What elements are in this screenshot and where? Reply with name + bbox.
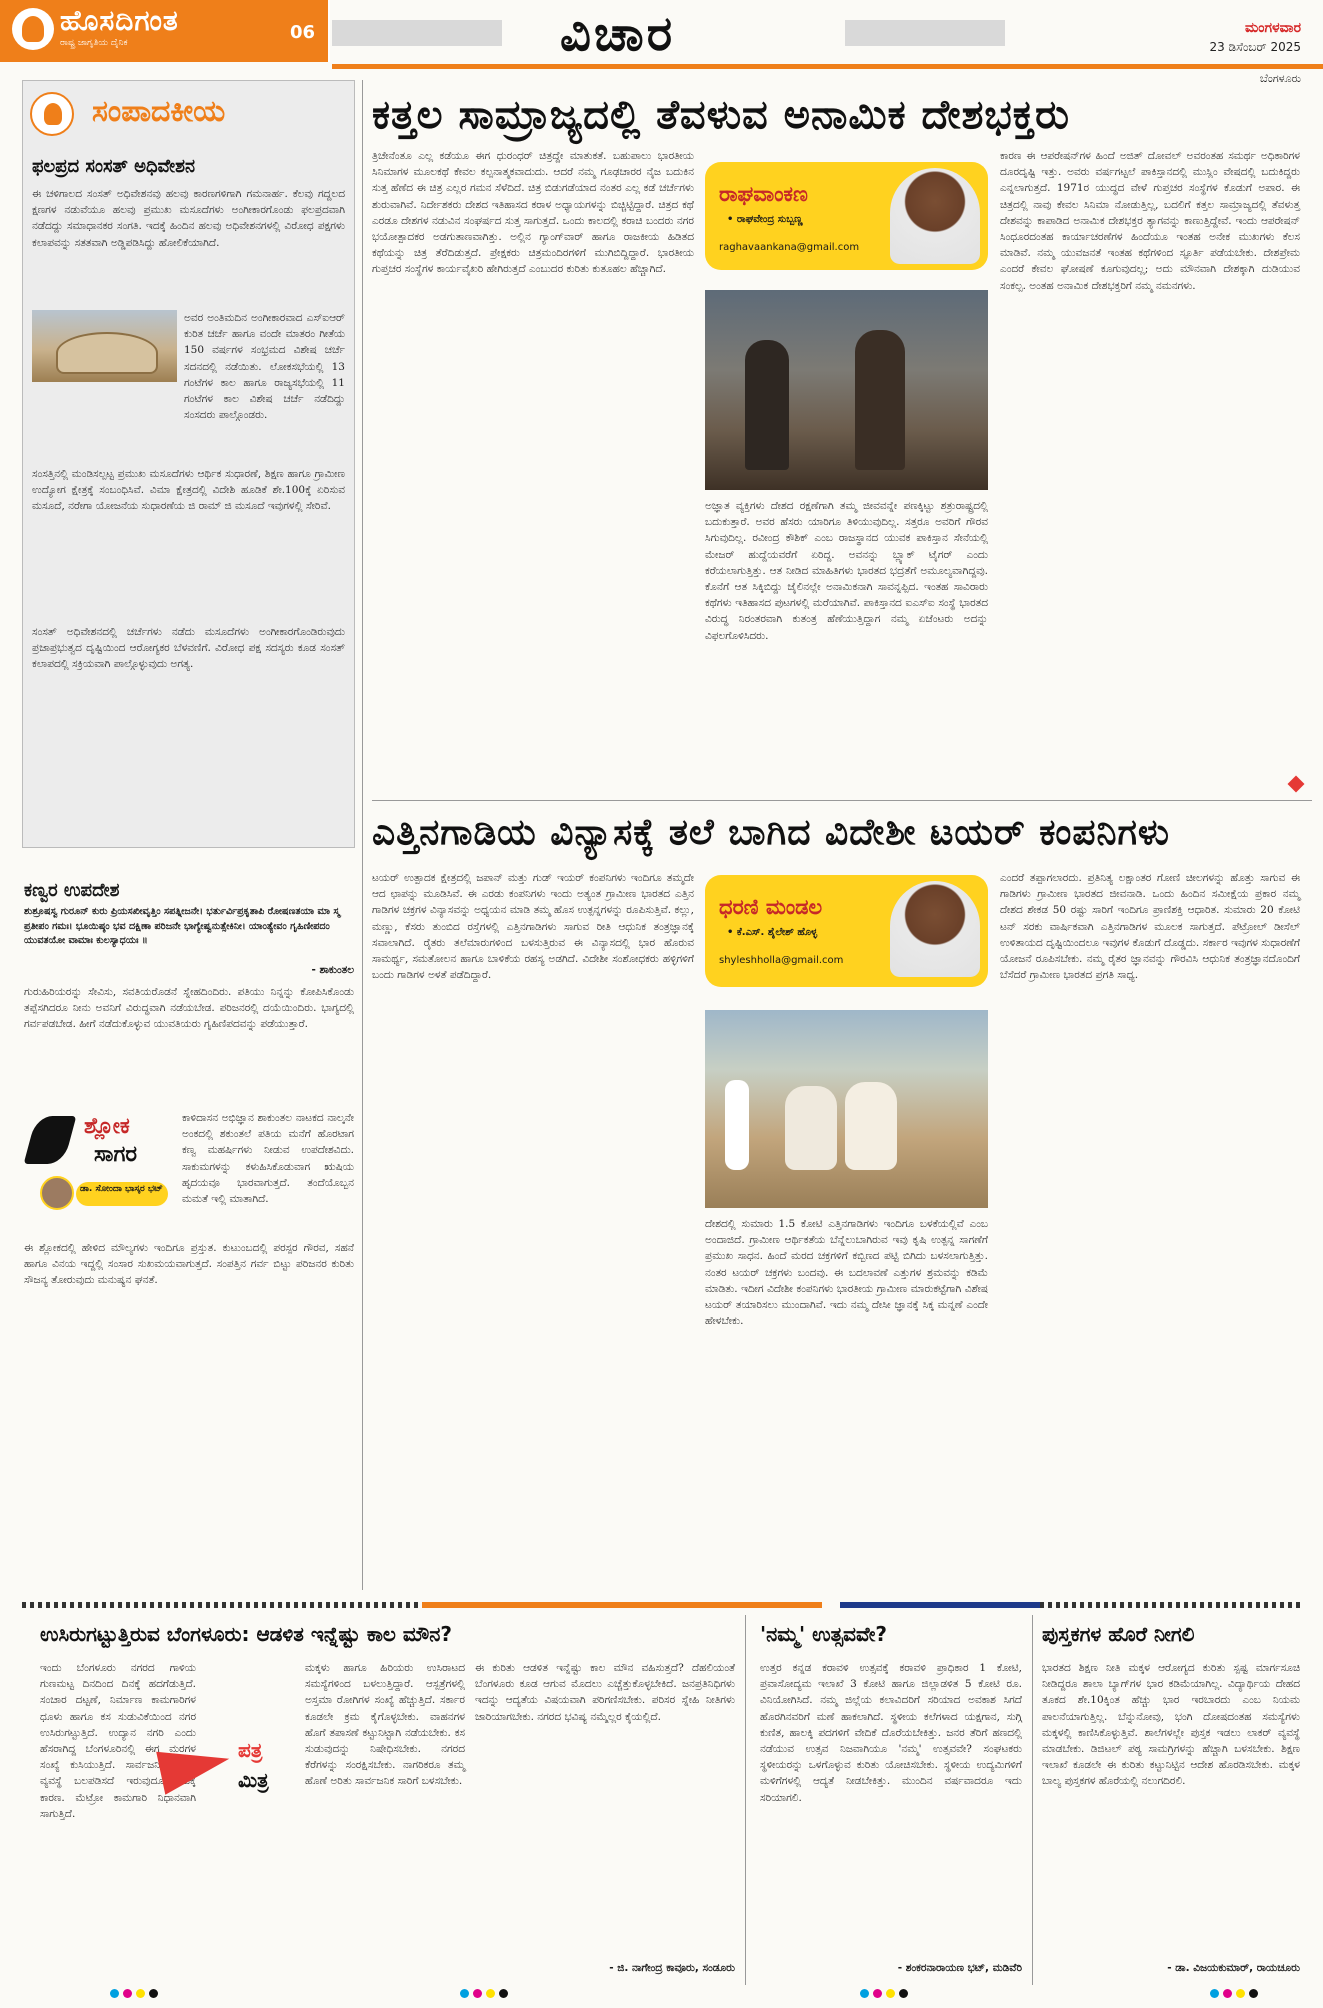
article-2-col-2: ದೇಶದಲ್ಲಿ ಸುಮಾರು 1.5 ಕೋಟಿ ಎತ್ತಿನಗಾಡಿಗಳು ಇಂದಿಗೂ ಬಳಕೆಯಲ್ಲಿವೆ ಎಂಬ ಅಂದಾಜಿದೆ. ಗ್ರಾಮೀಣ ಆರ್ಥಿಕತೆಯ ಬೆನ್ನೆಲುಬಾಗಿರುವ ಇವು ಕೃಷಿ ಉತ್ಪನ್ನ ಸಾಗಣೆಗೆ ಪ್ರಮುಖ ಸಾಧನ. ಹಿಂದೆ ಮರದ ಚಕ್ರಗಳಿಗೆ ಕಬ್ಬಿಣದ ಪಟ್ಟಿ ಬಿಗಿದು ಬಳಸಲಾಗುತ್ತಿತ್ತು. ನಂತರ ಟಯರ್ ಚಕ್ರಗಳು ಬಂದವು. ಈ ಬದಲಾವಣೆ ಎತ್ತುಗಳ ಶ್ರಮವನ್ನು ಕಡಿಮೆ ಮಾಡಿತು. ಇದೀಗ ವಿದೇಶೀ ಕಂಪನಿಗಳು ಭಾರತೀಯ ಗ್ರಾಮೀಣ ಮಾರುಕಟ್ಟೆಗಾಗಿ ವಿಶೇಷ ಟಯರ್ ತಯಾರಿಸಲು ಮುಂದಾಗಿವೆ. ಇದು ನಮ್ಮ ದೇಸೀ ಜ್ಞಾನಕ್ಕೆ ಸಿಕ್ಕ ಮನ್ನಣೆ ಎಂದೇ ಹೇಳಬೇಕು.	[705, 1218, 988, 1328]
upadesha-heading: ಕಣ್ವರ ಉಪದೇಶ	[24, 880, 120, 901]
editorial-para-4: ಸಂಸತ್ ಅಧಿವೇಶನದಲ್ಲಿ ಚರ್ಚೆಗಳು ನಡೆದು ಮಸೂದೆಗಳು ಅಂಗೀಕಾರಗೊಂಡಿರುವುದು ಪ್ರಜಾಪ್ರಭುತ್ವದ ದೃಷ್ಟಿಯಿಂದ ಆರೋಗ್ಯಕರ ಬೆಳವಣಿಗೆ. ವಿರೋಧ ಪಕ್ಷ ಸದಸ್ಯರು ಕೂಡ ಸಂಸತ್ ಕಲಾಪದಲ್ಲಿ ಸಕ್ರಿಯವಾಗಿ ಪಾಲ್ಗೊಳ್ಳುವುದು ಅಗತ್ಯ.	[32, 626, 345, 671]
editorial-label: ಸಂಪಾದಕೀಯ	[92, 94, 226, 129]
issue-day: ಮಂಗಳವಾರ	[1244, 20, 1301, 36]
author-avatar	[890, 168, 980, 264]
article-2-byline	[705, 875, 988, 987]
shloka-sagara-logo	[24, 1110, 174, 1230]
shloka-author: ಡಾ. ಸೋಂದಾ ಭಾಸ್ಕರ ಭಟ್	[76, 1182, 168, 1206]
editorial-para-3: ಸಂಸತ್ತಿನಲ್ಲಿ ಮಂಡಿಸಲ್ಪಟ್ಟ ಪ್ರಮುಖ ಮಸೂದೆಗಳು ಆರ್ಥಿಕ ಸುಧಾರಣೆ, ಶಿಕ್ಷಣ ಹಾಗೂ ಗ್ರಾಮೀಣ ಉದ್ಯೋಗ ಕ್ಷೇತ್ರಕ್ಕೆ ಸಂಬಂಧಿಸಿವೆ. ವಿಮಾ ಕ್ಷೇತ್ರದಲ್ಲಿ ವಿದೇಶಿ ಹೂಡಿಕೆ ಶೇ.100ಕ್ಕೆ ಏರಿಸುವ ಮಸೂದೆ, ನರೇಗಾ ಯೋಜನೆಯ ಸುಧಾರಣೆಯ ಜಿ ರಾಮ್ ಜಿ ಮಸೂದೆ ಇವುಗಳಲ್ಲಿ ಸೇರಿವೆ.	[32, 468, 345, 513]
letter-1-col-3: ಈ ಕುರಿತು ಆಡಳಿತ ಇನ್ನೆಷ್ಟು ಕಾಲ ಮೌನ ವಹಿಸುತ್ತದೆ? ದೆಹಲಿಯಂತೆ ಬೆಂಗಳೂರು ಕೂಡ ಆಗುವ ಮೊದಲು ಎಚ್ಚೆತ್ತುಕೊಳ್ಳಬೇಕಿದೆ. ಜನಪ್ರತಿನಿಧಿಗಳು ಇದನ್ನು ಆದ್ಯತೆಯ ವಿಷಯವಾಗಿ ಪರಿಗಣಿಸಬೇಕು. ಪರಿಸರ ಸ್ನೇಹಿ ನೀತಿಗಳು ಜಾರಿಯಾಗಬೇಕು. ನಗರದ ಭವಿಷ್ಯ ನಮ್ಮೆಲ್ಲರ ಕೈಯಲ್ಲಿದೆ.	[475, 1662, 735, 1723]
quill-icon	[24, 1116, 77, 1164]
divider-strip	[22, 1602, 422, 1608]
letter-1-headline: ಉಸಿರುಗಟ್ಟುತ್ತಿರುವ ಬೆಂಗಳೂರು: ಆಡಳಿತ ಇನ್ನೆಷ್ಟು ಕಾಲ ಮೌನ?	[40, 1622, 453, 1646]
shloka-logo-bottom: ಸಾಗರ	[94, 1142, 137, 1167]
farmer-figure	[725, 1080, 749, 1170]
masthead-band-right	[845, 20, 1005, 46]
upadesha-body-3: ಈ ಶ್ಲೋಕದಲ್ಲಿ ಹೇಳಿದ ಮೌಲ್ಯಗಳು ಇಂದಿಗೂ ಪ್ರಸ್ತುತ. ಕುಟುಂಬದಲ್ಲಿ ಪರಸ್ಪರ ಗೌರವ, ಸಹನೆ ಹಾಗೂ ವಿನಯ ಇದ್ದಲ್ಲಿ ಸಂಸಾರ ಸುಖಮಯವಾಗುತ್ತದೆ. ಸಂಪತ್ತಿನ ಗರ್ವ ಬಿಟ್ಟು ಪರಿಜನರ ಕುರಿತು ಸೌಜನ್ಯ ತೋರುವುದು ಮನುಷ್ಯನ ಘನತೆ.	[24, 1242, 354, 1287]
page-number: 06	[290, 22, 316, 43]
article-2-col-1: ಟಯರ್ ಉತ್ಪಾದಕ ಕ್ಷೇತ್ರದಲ್ಲಿ ಜಪಾನ್ ಮತ್ತು ಗುಡ್ ಇಯರ್ ಕಂಪನಿಗಳು ಇಂದಿಗೂ ತಮ್ಮದೇ ಆದ ಛಾಪನ್ನು ಮೂಡಿಸಿವೆ. ಈ ಎರಡು ಕಂಪನಿಗಳು ಇಂದು ಅತ್ಯಂತ ಗ್ರಾಮೀಣ ಭಾರತದ ಎತ್ತಿನ ಗಾಡಿಗಳ ಚಕ್ರಗಳ ವಿನ್ಯಾಸವನ್ನು ಅಧ್ಯಯನ ಮಾಡಿ ತಮ್ಮ ಹೊಸ ಉತ್ಪನ್ನಗಳನ್ನು ರೂಪಿಸುತ್ತಿವೆ. ಕಲ್ಲು, ಮಣ್ಣು, ಕೆಸರು ತುಂಬಿದ ರಸ್ತೆಗಳಲ್ಲಿ ಎತ್ತಿನಗಾಡಿಗಳು ಸಾಗುವ ರೀತಿ ಆಧುನಿಕ ತಂತ್ರಜ್ಞಾನಕ್ಕೆ ಸವಾಲಾಗಿದೆ. ರೈತರು ತಲೆಮಾರುಗಳಿಂದ ಬಳಸುತ್ತಿರುವ ಈ ವಿನ್ಯಾಸದಲ್ಲಿ ಭಾರ ಹೊರುವ ಸಾಮರ್ಥ್ಯ, ಸಮತೋಲನ ಹಾಗೂ ಬಾಳಿಕೆಯ ರಹಸ್ಯ ಅಡಗಿದೆ. ವಿದೇಶೀ ಸಂಶೋಧಕರು ಹಳ್ಳಿಗಳಿಗೆ ಬಂದು ಗಾಡಿಗಳ ಅಳತೆ ಪಡೆದಿದ್ದಾರೆ.	[372, 872, 694, 982]
patra-mitra-logo	[160, 1734, 300, 1814]
article-2-headline: ಎತ್ತಿನಗಾಡಿಯ ವಿನ್ಯಾಸಕ್ಕೆ ತಲೆ ಬಾಗಿದ ವಿದೇಶೀ ಟಯರ್ ಕಂಪನಿಗಳು	[372, 812, 1170, 853]
article-1-col-3: ಕಾರಣ ಈ ಆಪರೇಷನ್‌ಗಳ ಹಿಂದೆ ಅಜಿತ್ ದೋವಲ್ ಅವರಂತಹ ಸಮರ್ಥ ಅಧಿಕಾರಿಗಳ ದೂರದೃಷ್ಟಿ ಇತ್ತು. ಅವರು ವರ್ಷಗಟ್ಟಲೆ ಪಾಕಿಸ್ತಾನದಲ್ಲಿ ಮುಸ್ಲಿಂ ವೇಷದಲ್ಲಿ ಬದುಕಿದ್ದರು ಎನ್ನಲಾಗುತ್ತದೆ. 1971ರ ಯುದ್ಧದ ವೇಳೆ ಗುಪ್ತಚರ ಸಂಸ್ಥೆಗಳ ಕೊಡುಗೆ ಅಪಾರ. ಈ ಚಿತ್ರದಲ್ಲಿ ನಾವು ಕೇವಲ ಸಿನಿಮಾ ನೋಡುತ್ತಿಲ್ಲ, ಬದಲಿಗೆ ಕತ್ತಲ ಸಾಮ್ರಾಜ್ಯದಲ್ಲಿ ತೆವಳುತ್ತ ದೇಶವನ್ನು ಕಾಪಾಡಿದ ಅನಾಮಿಕ ದೇಶಭಕ್ತರ ತ್ಯಾಗವನ್ನು ಕಾಣುತ್ತಿದ್ದೇವೆ. ಇಂದು ಆಪರೇಷನ್ ಸಿಂಧೂರದಂತಹ ಕಾರ್ಯಾಚರಣೆಗಳ ಹಿಂದೆಯೂ ಇಂತಹ ಅನೇಕ ಮುಖಗಳು ಕೆಲಸ ಮಾಡಿವೆ. ನಮ್ಮ ಯುವಜನತೆ ಇಂತಹ ಕಥೆಗಳಿಂದ ಸ್ಫೂರ್ತಿ ಪಡೆಯಬೇಕು. ದೇಶಪ್ರೇಮ ಎಂದರೆ ಕೇವಲ ಘೋಷಣೆ ಕೂಗುವುದಲ್ಲ; ಅದು ಮೌನವಾಗಿ ದೇಶಕ್ಕಾಗಿ ದುಡಿಯುವ ಸಂಕಲ್ಪ. ಅಂತಹ ಅನಾಮಿಕ ದೇಶಭಕ್ತರಿಗೆ ನಮ್ಮ ನಮನಗಳು.	[1000, 150, 1300, 292]
editorial-tag	[30, 92, 350, 142]
masthead-band-left	[332, 20, 502, 46]
byline-column-name: ರಾಘವಾಂಕಣ	[719, 182, 808, 206]
paper-emblem-icon	[12, 8, 54, 50]
masthead-logo	[0, 0, 330, 62]
letter-1-author: - ಜಿ. ನಾಗೇಂದ್ರ ಕಾವೂರು, ಸಂಡೂರು	[609, 1962, 735, 1974]
article-1-byline	[705, 162, 988, 270]
parliament-photo	[32, 310, 177, 382]
letter-3-body: ಭಾರತದ ಶಿಕ್ಷಣ ನೀತಿ ಮಕ್ಕಳ ಆರೋಗ್ಯದ ಕುರಿತು ಸ್ಪಷ್ಟ ಮಾರ್ಗಸೂಚಿ ನೀಡಿದ್ದರೂ ಶಾಲಾ ಬ್ಯಾಗ್‌ಗಳ ಭಾರ ಕಡಿಮೆಯಾಗಿಲ್ಲ. ವಿದ್ಯಾರ್ಥಿಯ ದೇಹದ ತೂಕದ ಶೇ.10ಕ್ಕಿಂತ ಹೆಚ್ಚು ಭಾರ ಇರಬಾರದು ಎಂಬ ನಿಯಮ ಪಾಲನೆಯಾಗುತ್ತಿಲ್ಲ. ಬೆನ್ನುನೋವು, ಭಂಗಿ ದೋಷದಂತಹ ಸಮಸ್ಯೆಗಳು ಮಕ್ಕಳಲ್ಲಿ ಕಾಣಿಸಿಕೊಳ್ಳುತ್ತಿವೆ. ಶಾಲೆಗಳಲ್ಲೇ ಪುಸ್ತಕ ಇಡಲು ಲಾಕರ್ ವ್ಯವಸ್ಥೆ ಮಾಡಬೇಕು. ಡಿಜಿಟಲ್ ಪಠ್ಯ ಸಾಮಗ್ರಿಗಳನ್ನು ಹೆಚ್ಚಾಗಿ ಬಳಸಬೇಕು. ಶಿಕ್ಷಣ ಇಲಾಖೆ ಕೂಡಲೇ ಈ ಕುರಿತು ಕಟ್ಟುನಿಟ್ಟಿನ ಆದೇಶ ಹೊರಡಿಸಬೇಕು. ಮಕ್ಕಳ ಬಾಲ್ಯ ಪುಸ್ತಕಗಳ ಹೊರೆಯಲ್ಲಿ ನಲುಗದಿರಲಿ.	[1042, 1662, 1300, 1788]
letter-2-body: ಉತ್ತರ ಕನ್ನಡ ಕರಾವಳಿ ಉತ್ಸವಕ್ಕೆ ಕರಾವಳಿ ಪ್ರಾಧಿಕಾರ 1 ಕೋಟಿ, ಪ್ರವಾಸೋದ್ಯಮ ಇಲಾಖೆ 3 ಕೋಟಿ ಹಾಗೂ ಜಿಲ್ಲಾಡಳಿತ 5 ಕೋಟಿ ರೂ. ವಿನಿಯೋಗಿಸಿದೆ. ನಮ್ಮ ಜಿಲ್ಲೆಯ ಕಲಾವಿದರಿಗೆ ಸರಿಯಾದ ಅವಕಾಶ ಸಿಗದೆ ಹೊರಗಿನವರಿಗೆ ಮಣೆ ಹಾಕಲಾಗಿದೆ. ಸ್ಥಳೀಯ ಕಲೆಗಳಾದ ಯಕ್ಷಗಾನ, ಸುಗ್ಗಿ ಕುಣಿತ, ಹಾಲಕ್ಕಿ ಪದಗಳಿಗೆ ವೇದಿಕೆ ದೊರೆಯಬೇಕಿತ್ತು. ಜನರ ತೆರಿಗೆ ಹಣದಲ್ಲಿ ನಡೆಯುವ ಉತ್ಸವ ನಿಜವಾಗಿಯೂ 'ನಮ್ಮ' ಉತ್ಸವವೇ? ಸಂಘಟಕರು ಸ್ಥಳೀಯರನ್ನು ಒಳಗೊಳ್ಳುವ ಕುರಿತು ಯೋಚಿಸಬೇಕು. ಸ್ಥಳೀಯ ಉದ್ಯಮಿಗಳಿಗೆ ಮಳಿಗೆಗಳಲ್ಲಿ ಆದ್ಯತೆ ನೀಡಬೇಕಿತ್ತು. ಮುಂದಿನ ವರ್ಷವಾದರೂ ಇದು ಸರಿಯಾಗಲಿ.	[760, 1662, 1022, 1804]
masthead-rule	[332, 64, 1323, 69]
article-end-icon	[1288, 776, 1305, 793]
upadesha-body-1: ಗುರುಹಿರಿಯರನ್ನು ಸೇವಿಸು, ಸವತಿಯರೊಡನೆ ಸ್ನೇಹದಿಂದಿರು. ಪತಿಯು ನಿನ್ನನ್ನು ಕೋಪಿಸಿಕೊಂಡು ತಪ್ಪೆಸಗಿದರೂ ನೀನು ಅವನಿಗೆ ವಿರುದ್ಧವಾಗಿ ನಡೆಯಬೇಡ. ಪರಿಜನರಲ್ಲಿ ದಯೆಯಿಂದಿರು. ಭಾಗ್ಯದಲ್ಲಿ ಗರ್ವಪಡಬೇಡ. ಹೀಗೆ ನಡೆದುಕೊಳ್ಳುವ ಯುವತಿಯರು ಗೃಹಿಣಿಪದವನ್ನು ಪಡೆಯುತ್ತಾರೆ.	[24, 986, 354, 1031]
divider-strip-blue	[840, 1602, 1040, 1608]
byline-column-name: ಧರಣಿ ಮಂಡಲ	[719, 895, 823, 919]
divider-strip-orange	[422, 1602, 822, 1608]
section-title: ವಿಚಾರ	[560, 6, 676, 62]
column-rule	[362, 80, 363, 1590]
byline-author: • ರಾಘವೇಂದ್ರ ಸುಬ್ಬಣ್ಣ	[727, 214, 803, 225]
registration-marks	[860, 1987, 912, 2002]
issue-city: ಬೆಂಗಳೂರು	[1259, 72, 1301, 85]
column-rule	[1032, 1615, 1033, 1985]
patra-logo-bottom: ಮಿತ್ರ	[238, 1768, 269, 1792]
byline-email: raghavaankana@gmail.com	[719, 242, 860, 253]
letter-3-author: - ಡಾ. ವಿಜಯಕುಮಾರ್, ರಾಯಚೂರು	[1167, 1962, 1300, 1974]
author-avatar	[890, 881, 980, 977]
article-divider	[372, 800, 1312, 801]
letter-2-headline: 'ನಮ್ಮ' ಉತ್ಸವವೇ?	[760, 1622, 887, 1646]
letter-1-col-1b	[40, 1820, 196, 1980]
registration-marks	[460, 1987, 512, 2002]
paper-plane-icon	[156, 1737, 234, 1795]
paper-name: ಹೊಸದಿಗಂತ	[60, 4, 179, 37]
editorial-para-2: ಅವರ ಅಂತಿಮದಿನ ಅಂಗೀಕಾರವಾದ ಎಸ್‌ಐಆರ್ ಕುರಿತ ಚರ್ಚೆ ಹಾಗೂ ವಂದೇ ಮಾತರಂ ಗೀತೆಯ 150 ವರ್ಷಗಳ ಸಂಭ್ರಮದ ವಿಶೇಷ ಚರ್ಚೆ ಸದನದಲ್ಲಿ ನಡೆಯಿತು. ಲೋಕಸಭೆಯಲ್ಲಿ 13 ಗಂಟೆಗಳ ಕಾಲ ಹಾಗೂ ರಾಜ್ಯಸಭೆಯಲ್ಲಿ 11 ಗಂಟೆಗಳ ಕಾಲ ವಿಶೇಷ ಚರ್ಚೆ ನಡೆದಿದ್ದು ಸಂಸದರು ಪಾಲ್ಗೊಂಡರು.	[184, 312, 345, 422]
byline-author: • ಕೆ.ಎಸ್. ಶೈಲೇಶ್ ಹೊಳ್ಳ	[727, 927, 818, 938]
letter-2-author: - ಶಂಕರನಾರಾಯಣ ಭಟ್, ಮಡಿವೆರಿ	[897, 1962, 1022, 1974]
paper-tagline: ರಾಷ್ಟ್ರ ಜಾಗೃತಿಯ ದೈನಿಕ	[60, 38, 128, 48]
registration-marks	[110, 1987, 162, 2002]
upadesha-source: - ಶಾಕುಂತಲ	[311, 964, 354, 976]
divider-strip	[1040, 1602, 1300, 1608]
editorial-headline: ಫಲಪ್ರದ ಸಂಸತ್ ಅಧಿವೇಶನ	[32, 156, 195, 177]
article-2-col-3: ಎಂದರೆ ತಪ್ಪಾಗಲಾರದು. ಪ್ರತಿನಿತ್ಯ ಲಕ್ಷಾಂತರ ಗೋಣಿ ಚೀಲಗಳನ್ನು ಹೊತ್ತು ಸಾಗುವ ಈ ಗಾಡಿಗಳು ಗ್ರಾಮೀಣ ಭಾರತದ ಜೀವನಾಡಿ. ಒಂದು ಹಿಂದಿನ ಸಮೀಕ್ಷೆಯ ಪ್ರಕಾರ ನಮ್ಮ ದೇಶದ ಶೇಕಡ 50 ರಷ್ಟು ಸಾರಿಗೆ ಇಂದಿಗೂ ಪ್ರಾಣಿಶಕ್ತಿ ಆಧಾರಿತ. ಸುಮಾರು 20 ಕೋಟಿ ಟನ್ ಸರಕು ವಾರ್ಷಿಕವಾಗಿ ಎತ್ತಿನಗಾಡಿಗಳ ಮೂಲಕ ಸಾಗುತ್ತದೆ. ಪೆಟ್ರೋಲ್ ಡೀಸೆಲ್ ಉಳಿತಾಯದ ದೃಷ್ಟಿಯಿಂದಲೂ ಇವುಗಳ ಕೊಡುಗೆ ದೊಡ್ಡದು. ಸರ್ಕಾರ ಇವುಗಳ ಸುಧಾರಣೆಗೆ ಯೋಜನೆ ರೂಪಿಸಬೇಕು. ನಮ್ಮ ರೈತರ ಜ್ಞಾನವನ್ನು ಗೌರವಿಸಿ ಆಧುನಿಕ ತಂತ್ರಜ್ಞಾನದೊಂದಿಗೆ ಬೆಸೆದರೆ ಗ್ರಾಮೀಣ ಭಾರತದ ಪ್ರಗತಿ ಸಾಧ್ಯ.	[1000, 872, 1300, 982]
patra-logo-top: ಪತ್ರ	[238, 1738, 263, 1762]
editorial-emblem-icon	[30, 92, 74, 136]
columnist-avatar	[40, 1176, 74, 1210]
ox-figure	[845, 1082, 897, 1170]
film-still-photo	[705, 290, 988, 490]
editorial-para-1: ಈ ಚಳಿಗಾಲದ ಸಂಸತ್ ಅಧಿವೇಶನವು ಹಲವು ಕಾರಣಗಳಿಗಾಗಿ ಗಮನಾರ್ಹ. ಕೆಲವು ಗದ್ದಲದ ಕ್ಷಣಗಳ ನಡುವೆಯೂ ಹಲವು ಪ್ರಮುಖ ಮಸೂದೆಗಳು ಅಂಗೀಕಾರಗೊಂಡು ಫಲಪ್ರದವಾಗಿ ನಡೆದದ್ದು ಸಮಾಧಾನಕರ ಸಂಗತಿ. ಇದಕ್ಕೆ ಹಿಂದಿನ ಹಲವು ಅಧಿವೇಶನಗಳಲ್ಲಿ ವಿರೋಧ ಪಕ್ಷಗಳು ಕಲಾಪವನ್ನು ಸತತವಾಗಿ ಅಡ್ಡಿಪಡಿಸಿದ್ದು ಹೋಲಿಕೆಯಾಗಿದೆ.	[32, 188, 345, 249]
article-1-col-1: ತ್ರಿಚೇನೆಂತೂ ಎಲ್ಲ ಕಡೆಯೂ ಈಗ ಧುರಂಧರ್ ಚಿತ್ರದ್ದೇ ಮಾತುಕತೆ. ಬಹುಪಾಲು ಭಾರತೀಯ ಸಿನಿಮಾಗಳ ಮೂಲಕಥೆ ಕೇವಲ ಕಲ್ಪನಾತ್ಮಕವಾದುದು. ಆದರೆ ನಮ್ಮ ಗೂಢಚಾರರ ನೈಜ ಬದುಕಿನ ಸುತ್ತ ಹೆಣೆದ ಈ ಚಿತ್ರ ಎಲ್ಲರ ಗಮನ ಸೆಳೆದಿದೆ. ಚಿತ್ರ ಬಿಡುಗಡೆಯಾದ ನಂತರ ಎಲ್ಲ ಕಡೆ ಚರ್ಚೆಗಳು ಶುರುವಾಗಿವೆ. ನಿರ್ದೇಶಕರು ದೇಶದ ಇತಿಹಾಸದ ಕರಾಳ ಅಧ್ಯಾಯಗಳನ್ನು ಬಿಚ್ಚಿಟ್ಟಿದ್ದಾರೆ. ಚಿತ್ರದ ಕಥೆ ಎರಡೂ ದೇಶಗಳ ನಡುವಿನ ಸಂಘರ್ಷದ ಸುತ್ತ ಸಾಗುತ್ತದೆ. ಒಂದು ಕಾಲದಲ್ಲಿ ಕರಾಚಿ ಬಂದರು ನಗರ ಭಯೋತ್ಪಾದಕರ ಅಡಗುತಾಣವಾಗಿತ್ತು. ಅಲ್ಲಿನ ಗ್ಯಾಂಗ್‌ವಾರ್ ಹಾಗೂ ರಾಜಕೀಯ ಹಿಡಿತದ ಕಥೆಯನ್ನು ಚಿತ್ರ ತೆರೆದಿಡುತ್ತದೆ. ಪ್ರೇಕ್ಷಕರು ಚಿತ್ರಮಂದಿರಗಳಿಗೆ ಮುಗಿಬಿದ್ದಿದ್ದಾರೆ. ಭಾರತೀಯ ಗುಪ್ತಚರ ಸಂಸ್ಥೆಗಳ ಕಾರ್ಯವೈಖರಿ ಹೇಗಿರುತ್ತದೆ ಎಂಬುದರ ಕುರಿತು ಕುತೂಹಲ ಹೆಚ್ಚಾಗಿದೆ.	[372, 150, 694, 276]
column-rule	[745, 1615, 746, 1985]
upadesha-verse: ಶುಶ್ರೂಷಸ್ವ ಗುರೂನ್ ಕುರು ಪ್ರಿಯಸಖೀವೃತ್ತಿಂ ಸಪತ್ನೀಜನೇ। ಭರ್ತುರ್ವಿಪ್ರಕೃತಾಪಿ ರೋಷಣತಯಾ ಮಾ ಸ್ಮ ಪ್ರತೀಪಂ ಗಮಃ। ಭೂಯಿಷ್ಠಂ ಭವ ದಕ್ಷಿಣಾ ಪರಿಜನೇ ಭಾಗ್ಯೇಷ್ವನುತ್ಸೇಕಿನೀ। ಯಾಂತ್ಯೇವಂ ಗೃಹಿಣೀಪದಂ ಯುವತಯೋ ವಾಮಾಃ ಕುಲಸ್ಯಾಧಯಃ ॥	[24, 906, 340, 946]
ox-figure	[785, 1086, 837, 1170]
letter-1-col-2: ಮಕ್ಕಳು ಹಾಗೂ ಹಿರಿಯರು ಉಸಿರಾಟದ ಸಮಸ್ಯೆಗಳಿಂದ ಬಳಲುತ್ತಿದ್ದಾರೆ. ಆಸ್ಪತ್ರೆಗಳಲ್ಲಿ ಅಸ್ತಮಾ ರೋಗಿಗಳ ಸಂಖ್ಯೆ ಹೆಚ್ಚುತ್ತಿದೆ. ಸರ್ಕಾರ ಕೂಡಲೇ ಕ್ರಮ ಕೈಗೊಳ್ಳಬೇಕು. ವಾಹನಗಳ ಹೊಗೆ ತಪಾಸಣೆ ಕಟ್ಟುನಿಟ್ಟಾಗಿ ನಡೆಯಬೇಕು. ಕಸ ಸುಡುವುದನ್ನು ನಿಷೇಧಿಸಬೇಕು. ನಗರದ ಕೆರೆಗಳನ್ನು ಸಂರಕ್ಷಿಸಬೇಕು. ನಾಗರಿಕರೂ ತಮ್ಮ ಹೊಣೆ ಅರಿತು ಸಾರ್ವಜನಿಕ ಸಾರಿಗೆ ಬಳಸಬೇಕು.	[305, 1662, 465, 1788]
article-1-col-2: ಅಜ್ಞಾತ ವ್ಯಕ್ತಿಗಳು ದೇಶದ ರಕ್ಷಣೆಗಾಗಿ ತಮ್ಮ ಜೀವವನ್ನೇ ಪಣಕ್ಕಿಟ್ಟು ಶತ್ರುರಾಷ್ಟ್ರದಲ್ಲಿ ಬದುಕುತ್ತಾರೆ. ಅವರ ಹೆಸರು ಯಾರಿಗೂ ತಿಳಿಯುವುದಿಲ್ಲ. ಸತ್ತರೂ ಅವರಿಗೆ ಗೌರವ ಸಿಗುವುದಿಲ್ಲ. ರವೀಂದ್ರ ಕೌಶಿಕ್ ಎಂಬ ರಾಜಸ್ಥಾನದ ಯುವಕ ಪಾಕಿಸ್ತಾನ ಸೇನೆಯಲ್ಲಿ ಮೇಜರ್ ಹುದ್ದೆಯವರೆಗೆ ಏರಿದ್ದ. ಅವನನ್ನು ಬ್ಲ್ಯಾಕ್ ಟೈಗರ್ ಎಂದು ಕರೆಯಲಾಗುತ್ತಿತ್ತು. ಆತ ನೀಡಿದ ಮಾಹಿತಿಗಳು ಭಾರತದ ಭದ್ರತೆಗೆ ಅಮೂಲ್ಯವಾಗಿದ್ದವು. ಕೊನೆಗೆ ಆತ ಸಿಕ್ಕಿಬಿದ್ದು ಜೈಲಿನಲ್ಲೇ ಅನಾಮಿಕನಾಗಿ ಸಾವನ್ನಪ್ಪಿದ. ಇಂತಹ ಸಾವಿರಾರು ಕಥೆಗಳು ಇತಿಹಾಸದ ಪುಟಗಳಲ್ಲಿ ಮರೆಯಾಗಿವೆ. ಪಾಕಿಸ್ತಾನದ ಐಎಸ್‌ಐ ಸಂಸ್ಥೆ ಭಾರತದ ವಿರುದ್ಧ ನಿರಂತರವಾಗಿ ಕುತಂತ್ರ ಹೆಣೆಯುತ್ತಿದ್ದಾಗ ನಮ್ಮ ಏಜೆಂಟರು ಅದನ್ನು ವಿಫಲಗೊಳಿಸಿದರು.	[705, 500, 988, 642]
bullock-cart-photo	[705, 1010, 988, 1208]
byline-email: shyleshholla@gmail.com	[719, 955, 844, 966]
upadesha-body-2: ಕಾಳಿದಾಸನ ಅಭಿಜ್ಞಾನ ಶಾಕುಂತಲ ನಾಟಕದ ನಾಲ್ಕನೇ ಅಂಕದಲ್ಲಿ ಶಕುಂತಲೆ ಪತಿಯ ಮನೆಗೆ ಹೊರಟಾಗ ಕಣ್ವ ಮಹರ್ಷಿಗಳು ನೀಡುವ ಉಪದೇಶವಿದು. ಸಾಕುಮಗಳನ್ನು ಕಳುಹಿಸಿಕೊಡುವಾಗ ಋಷಿಯ ಹೃದಯವೂ ಭಾರವಾಗುತ್ತದೆ. ತಂದೆಯೊಬ್ಬನ ಮಮತೆ ಇಲ್ಲಿ ಮಾತಾಗಿದೆ.	[182, 1112, 354, 1206]
letter-3-headline: ಪುಸ್ತಕಗಳ ಹೊರೆ ನೀಗಲಿ	[1042, 1622, 1195, 1646]
registration-marks	[1210, 1987, 1262, 2002]
letter-1-intro: ಇಂದು ಬೆಂಗಳೂರು ನಗರದ ಗಾಳಿಯ ಗುಣಮಟ್ಟ ದಿನದಿಂದ ದಿನಕ್ಕೆ ಹದಗೆಡುತ್ತಿದೆ. ಸಂಚಾರ ದಟ್ಟಣೆ, ನಿರ್ಮಾಣ ಕಾಮಗಾರಿಗಳ ಧೂಳು ಹಾಗೂ ಕಸ ಸುಡುವಿಕೆಯಿಂದ ನಗರ ಉಸಿರುಗಟ್ಟುತ್ತಿದೆ. ಉದ್ಯಾನ ನಗರಿ ಎಂದು ಹೆಸರಾಗಿದ್ದ ಬೆಂಗಳೂರಿನಲ್ಲಿ ಈಗ ಮರಗಳ ಸಂಖ್ಯೆ ಕುಸಿಯುತ್ತಿದೆ. ಸಾರ್ವಜನಿಕ ಸಾರಿಗೆ ವ್ಯವಸ್ಥೆ ಬಲಪಡಿಸದೆ ಇರುವುದೂ ಇದಕ್ಕೆ ಕಾರಣ. ಮೆಟ್ರೋ ಕಾಮಗಾರಿ ನಿಧಾನವಾಗಿ ಸಾಗುತ್ತಿದೆ.	[40, 1662, 196, 1820]
article-1-headline: ಕತ್ತಲ ಸಾಮ್ರಾಜ್ಯದಲ್ಲಿ ತೆವಳುವ ಅನಾಮಿಕ ದೇಶಭಕ್ತರು	[372, 92, 1071, 138]
shloka-logo-top: ಶ್ಲೋಕ	[84, 1114, 130, 1139]
issue-date: 23 ಡಿಸೆಂಬರ್ 2025	[1209, 40, 1301, 54]
